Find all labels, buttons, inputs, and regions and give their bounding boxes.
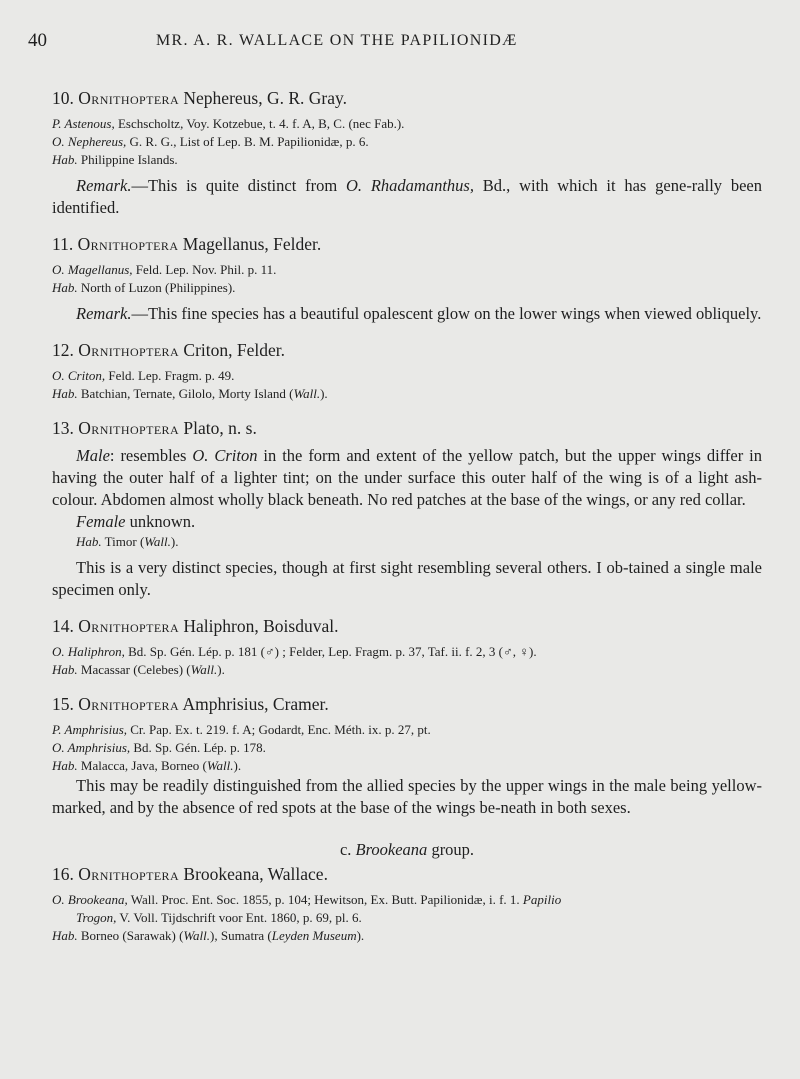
species-heading: 16. Ornithoptera Brookeana, Wallace. (52, 864, 328, 884)
synonym-citation: O. Brookeana, Wall. Proc. Ent. Soc. 1855, p. 104; Hewitson, Ex. Butt. Papilionidæ, i. f. 1. Papilio (52, 892, 562, 907)
species-heading: 10. Ornithoptera Nephereus, G. R. Gray. (52, 88, 348, 108)
habitat-line: Hab. Malacca, Java, Borneo (Wall.). (52, 758, 242, 773)
synonym-citation: O. Nephereus, G. R. G., List of Lep. B. M. Papilionidæ, p. 6. (52, 134, 369, 149)
species-heading: 13. Ornithoptera Plato, n. s. (52, 418, 257, 438)
male-description: Male: resembles O. Criton in the form and extent of the yellow patch, but the upper wings differ in having the outer half of a lighter tint; on the under surface this outer half of the wing is of a light ash-colour. Abdomen almost wholly black beneath. No red patches at the base of the wings, or any red collar. (52, 446, 763, 509)
synonym-citation: O. Amphrisius, Bd. Sp. Gén. Lép. p. 178. (52, 740, 266, 755)
page-content (52, 88, 762, 945)
species-entry-16 (52, 864, 762, 945)
note-paragraph: This is a very distinct species, though at first sight resembling several others. I ob-tained a single male specimen only. (52, 558, 762, 599)
remark-paragraph: Remark.—This fine species has a beautiful opalescent glow on the lower wings when viewed obliquely. (76, 304, 762, 323)
synonym-citation: P. Astenous, Eschscholtz, Voy. Kotzebue, t. 4. f. A, B, C. (nec Fab.). (52, 116, 405, 131)
synonym-citation: O. Haliphron, Bd. Sp. Gén. Lép. p. 181 (♂) ; Felder, Lep. Fragm. p. 37, Taf. ii. f. 2, 3 (♂, ♀). (52, 644, 537, 659)
page-number: 40 (28, 30, 47, 51)
group-heading: c. Brookeana group. (339, 840, 475, 859)
synonym-citation: O. Magellanus, Feld. Lep. Nov. Phil. p. 11. (52, 262, 277, 277)
species-entry-13 (52, 418, 762, 601)
running-header (28, 30, 748, 54)
species-heading: 15. Ornithoptera Amphrisius, Cramer. (52, 694, 329, 714)
species-entry-15 (52, 694, 762, 819)
synonym-citation: Trogon, V. Voll. Tijdschrift voor Ent. 1860, p. 69, pl. 6. (76, 910, 362, 925)
species-heading: 12. Ornithoptera Criton, Felder. (52, 340, 286, 360)
running-title: MR. A. R. WALLACE ON THE PAPILIONIDÆ (156, 32, 518, 49)
species-heading: 14. Ornithoptera Haliphron, Boisduval. (52, 616, 339, 636)
species-entry-11 (52, 234, 762, 325)
habitat-line: Hab. North of Luzon (Philippines). (52, 280, 236, 295)
remark-paragraph: Remark.—This is quite distinct from O. Rhadamanthus, Bd., with which it has gene-rally been identified. (52, 176, 763, 217)
species-entry-10 (52, 88, 762, 219)
synonym-citation: O. Criton, Feld. Lep. Fragm. p. 49. (52, 368, 235, 383)
species-entry-14 (52, 616, 762, 679)
habitat-line: Hab. Borneo (Sarawak) (Wall.), Sumatra (Leyden Museum). (52, 928, 365, 943)
habitat-line: Hab. Batchian, Ternate, Gilolo, Morty Island (Wall.). (52, 386, 328, 401)
female-description: Female unknown. (76, 512, 196, 531)
species-heading: 11. Ornithoptera Magellanus, Felder. (52, 234, 322, 254)
synonym-citation: P. Amphrisius, Cr. Pap. Ex. t. 219. f. A; Godardt, Enc. Méth. ix. p. 27, pt. (52, 722, 431, 737)
habitat-line: Hab. Macassar (Celebes) (Wall.). (52, 662, 225, 677)
species-entry-12 (52, 340, 762, 403)
habitat-line: Hab. Philippine Islands. (52, 152, 178, 167)
note-paragraph: This may be readily distinguished from the allied species by the upper wings in the male being yellow-marked, and by the absence of red spots at the base of the wings be-neath in both sexes. (52, 776, 762, 817)
habitat-line: Hab. Timor (Wall.). (76, 534, 179, 549)
